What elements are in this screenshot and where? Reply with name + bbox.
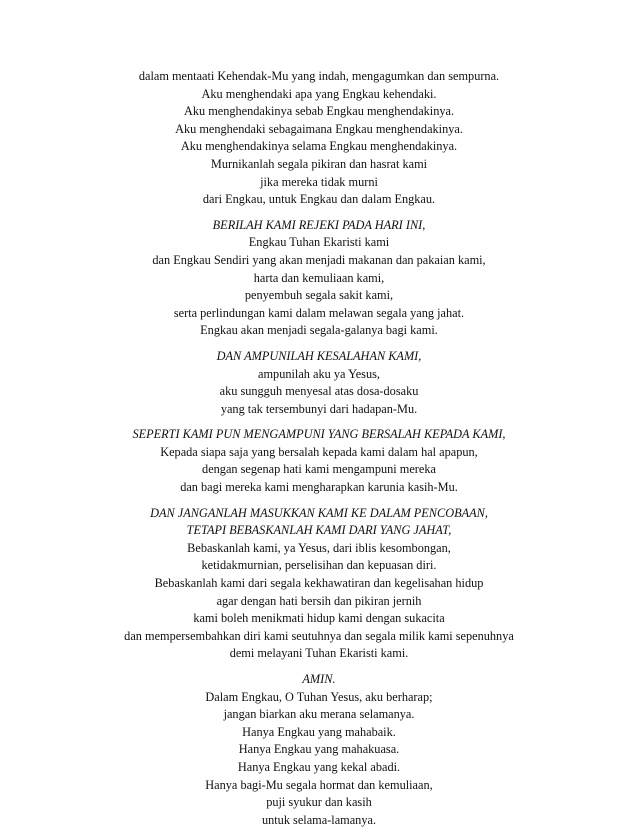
- text-line: jangan biarkan aku merana selamanya.: [223, 707, 415, 722]
- stanza-heading: SEPERTI KAMI PUN MENGAMPUNI YANG BERSALAH KEPADA KAMI,: [132, 427, 506, 442]
- text-line: Engkau Tuhan Ekaristi kami: [248, 235, 390, 250]
- stanza-forgive-us: [0, 348, 638, 418]
- text-line: Hanya Engkau yang kekal abadi.: [237, 759, 401, 774]
- stanza-amen: [0, 671, 638, 829]
- stanza-will: [0, 68, 638, 209]
- text-line: Aku menghendaki apa yang Engkau kehendaki.: [201, 86, 437, 101]
- text-line: dari Engkau, untuk Engkau dan dalam Engkau.: [202, 192, 436, 207]
- stanza-as-we-forgive: [0, 426, 638, 496]
- text-line: Bebaskanlah kami dari segala kekhawatiran dan kegelisahan hidup: [154, 576, 484, 591]
- text-line: serta perlindungan kami dalam melawan segala yang jahat.: [173, 305, 465, 320]
- text-line: dengan segenap hati kami mengampuni mereka: [202, 462, 436, 477]
- text-line: Kepada siapa saja yang bersalah kepada kami dalam hal apapun,: [160, 444, 478, 459]
- text-line: kami boleh menikmati hidup kami dengan sukacita: [193, 611, 445, 626]
- stanza-heading: BERILAH KAMI REJEKI PADA HARI INI,: [212, 217, 426, 232]
- stanza-heading: AMIN.: [302, 672, 336, 686]
- text-line: Murnikanlah segala pikiran dan hasrat kami: [210, 156, 428, 171]
- text-line: Hanya Engkau yang mahabaik.: [242, 724, 396, 739]
- text-line: aku sungguh menyesal atas dosa-dosaku: [219, 384, 419, 399]
- text-line: Engkau akan menjadi segala-galanya bagi kami.: [200, 323, 438, 338]
- text-line: jika mereka tidak murni: [260, 174, 378, 189]
- text-line: dan mempersembahkan diri kami seutuhnya dan segala milik kami sepenuhnya: [124, 628, 514, 643]
- stanza-heading: DAN AMPUNILAH KESALAHAN KAMI,: [216, 348, 422, 363]
- text-line: dalam mentaati Kehendak-Mu yang indah, mengagumkan dan sempurna.: [138, 69, 500, 83]
- text-line: Hanya bagi-Mu segala hormat dan kemuliaan,: [205, 777, 433, 792]
- stanza-daily-bread: [0, 217, 638, 340]
- text-line: Dalam Engkau, O Tuhan Yesus, aku berharap;: [205, 689, 433, 704]
- text-line: puji syukur dan kasih: [266, 795, 372, 810]
- text-line: Aku menghendakinya selama Engkau menghendakinya.: [180, 139, 458, 154]
- text-line: Aku menghendakinya sebab Engkau menghendakinya.: [183, 104, 455, 119]
- text-line: penyembuh segala sakit kami,: [244, 288, 394, 303]
- text-line: Hanya Engkau yang mahakuasa.: [238, 742, 400, 757]
- text-line: untuk selama-lamanya.: [261, 812, 377, 827]
- document-page: [0, 68, 638, 837]
- text-line: Bebaskanlah kami, ya Yesus, dari iblis kesombongan,: [187, 540, 451, 555]
- text-line: Aku menghendaki sebagaimana Engkau menghendakinya.: [175, 121, 463, 136]
- stanza-temptation: [0, 505, 638, 663]
- text-line: yang tak tersembunyi dari hadapan-Mu.: [220, 401, 418, 416]
- stanza-heading: DAN JANGANLAH MASUKKAN KAMI KE DALAM PENCOBAAN,: [150, 505, 488, 520]
- text-line: ketidakmurnian, perselisihan dan kepuasan diri.: [201, 558, 437, 573]
- text-line: demi melayani Tuhan Ekaristi kami.: [229, 646, 409, 661]
- text-line: agar dengan hati bersih dan pikiran jernih: [216, 593, 422, 608]
- text-line: harta dan kemuliaan kami,: [253, 270, 385, 285]
- text-line: dan bagi mereka kami mengharapkan karunia kasih-Mu.: [180, 480, 458, 495]
- stanza-heading-continued: TETAPI BEBASKANLAH KAMI DARI YANG JAHAT,: [186, 523, 452, 538]
- text-line: dan Engkau Sendiri yang akan menjadi makanan dan pakaian kami,: [152, 252, 486, 267]
- text-line: ampunilah aku ya Yesus,: [258, 366, 380, 381]
